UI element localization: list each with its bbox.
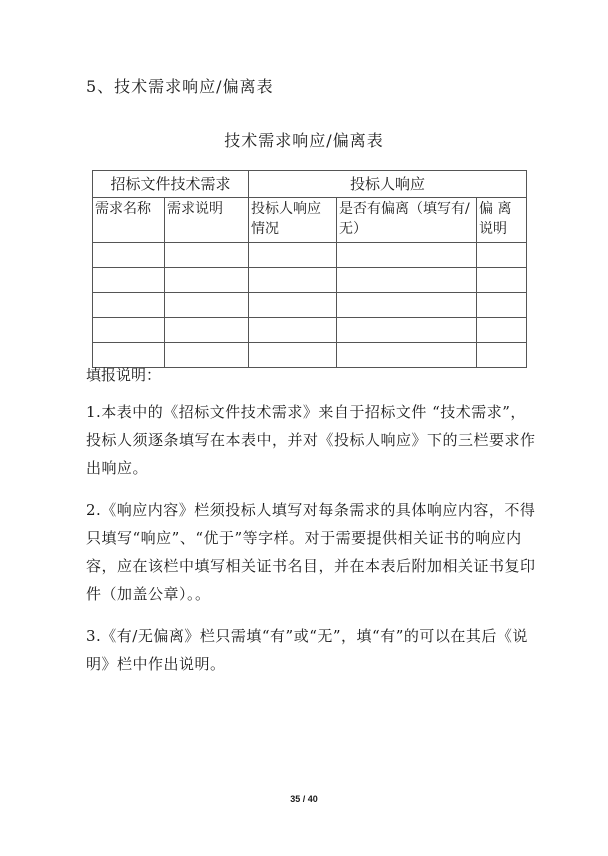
note-item-2: 2.《响应内容》栏须投标人填写对每条需求的具体响应内容，不得只填写“响应”、“优于”等字样。对于需要提供相关证书的响应内容，应在该栏中填写相关证书名目，并在本表后附加相关证书复印件（加盖公章）。。	[86, 501, 536, 603]
group-header-bidder-response: 投标人响应	[249, 171, 527, 198]
table-cell	[93, 318, 165, 343]
notes-title: 填报说明：	[86, 366, 162, 384]
group-header-tender-requirements: 招标文件技术需求	[93, 171, 249, 198]
table-cell	[165, 243, 249, 268]
column-header-bidder-response: 投标人响应情况	[249, 198, 337, 243]
table-column-header-row	[93, 198, 527, 243]
table-cell	[477, 343, 527, 368]
table-cell	[165, 268, 249, 293]
table-title: 技术需求响应/偏离表	[224, 131, 384, 150]
table-cell	[477, 293, 527, 318]
table-cell	[337, 343, 477, 368]
table-cell	[477, 318, 527, 343]
table-cell	[249, 343, 337, 368]
table-cell	[93, 268, 165, 293]
table-cell	[93, 243, 165, 268]
table-cell	[337, 293, 477, 318]
table-cell	[477, 243, 527, 268]
table-cell	[165, 293, 249, 318]
column-header-requirement-name: 需求名称	[93, 198, 165, 243]
table-group-header-row	[93, 171, 527, 198]
section-heading: 5、技术需求响应/偏离表	[86, 77, 274, 96]
page-number: 35 / 40	[290, 794, 318, 804]
table-cell	[93, 293, 165, 318]
column-header-deviation-note: 偏 离说明	[477, 198, 527, 243]
response-deviation-table	[92, 170, 527, 368]
table-row	[93, 293, 527, 318]
table-row	[93, 318, 527, 343]
column-header-deviation: 是否有偏离（填写有/无）	[337, 198, 477, 243]
table-cell	[249, 268, 337, 293]
table-cell	[165, 343, 249, 368]
table-cell	[337, 268, 477, 293]
note-item-3: 3.《有/无偏离》栏只需填“有”或“无”，填“有”的可以在其后《说明》栏中作出说明。	[86, 627, 528, 673]
table-cell	[249, 318, 337, 343]
table-row	[93, 243, 527, 268]
table-cell	[337, 318, 477, 343]
table-row	[93, 268, 527, 293]
table-cell	[165, 318, 249, 343]
table-cell	[249, 293, 337, 318]
note-item-1: 1.本表中的《招标文件技术需求》来自于招标文件 “技术需求”，投标人须逐条填写在本表中，并对《投标人响应》下的三栏要求作出响应。	[86, 403, 536, 477]
column-header-requirement-description: 需求说明	[165, 198, 249, 243]
table-cell	[337, 243, 477, 268]
table-cell	[477, 268, 527, 293]
table-cell	[249, 243, 337, 268]
